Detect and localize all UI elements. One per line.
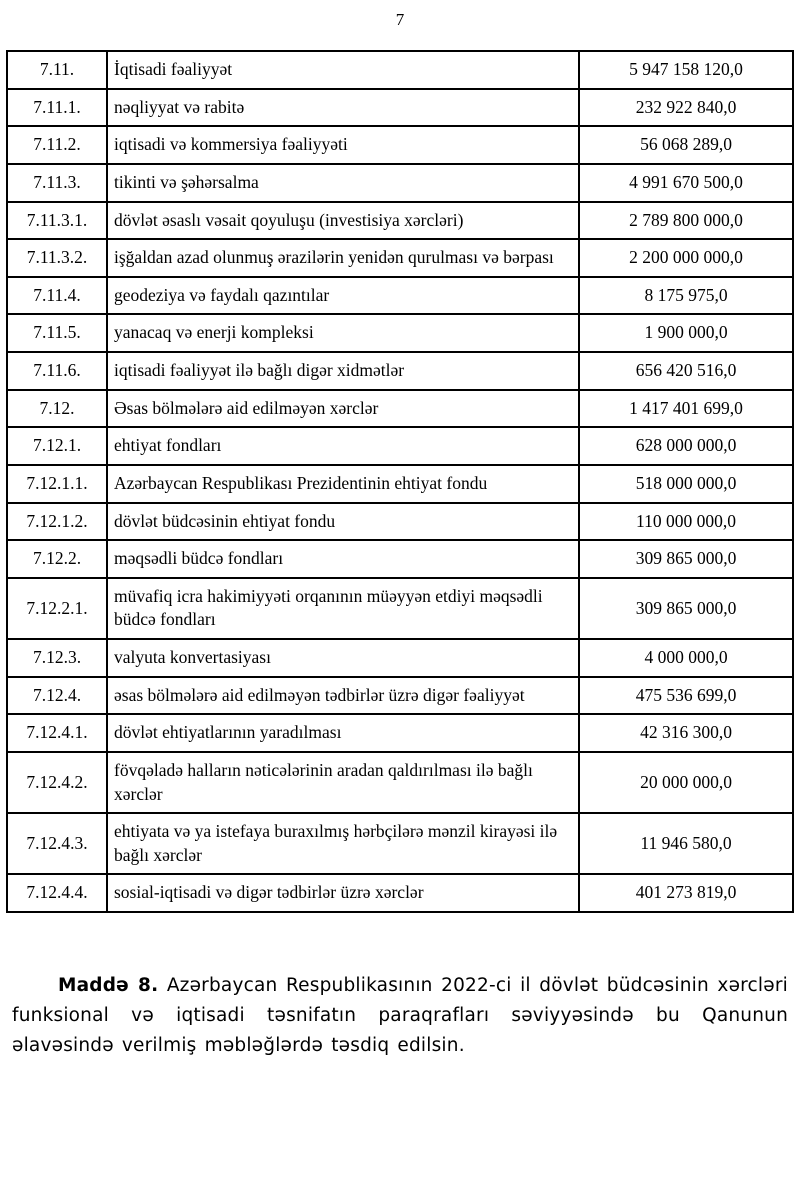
row-code-cell: 7.11.1. [7,89,107,127]
row-description-cell: məqsədli büdcə fondları [107,540,579,578]
row-description-cell: ehtiyat fondları [107,427,579,465]
row-description-cell: dövlət büdcəsinin ehtiyat fondu [107,503,579,541]
table-row [7,89,793,127]
row-code-cell: 7.11.4. [7,277,107,315]
article-paragraph [12,971,788,1061]
table-row [7,202,793,240]
row-description-cell: nəqliyyat və rabitə [107,89,579,127]
table-row [7,813,793,874]
row-amount-cell: 8 175 975,0 [579,277,793,315]
row-amount-cell: 42 316 300,0 [579,714,793,752]
page-number: 7 [395,10,405,29]
row-description-cell: fövqəladə halların nəticələrinin aradan qaldırılması ilə bağlı xərclər [107,752,579,813]
row-code-cell: 7.12.4.1. [7,714,107,752]
row-code-cell: 7.11.3. [7,164,107,202]
row-description-cell: Azərbaycan Respublikası Prezidentinin ehtiyat fondu [107,465,579,503]
table-row [7,314,793,352]
table-row [7,540,793,578]
row-description-cell: Əsas bölmələrə aid edilməyən xərclər [107,390,579,428]
row-description-cell: geodeziya və faydalı qazıntılar [107,277,579,315]
row-description-cell: sosial-iqtisadi və digər tədbirlər üzrə xərclər [107,874,579,912]
row-code-cell: 7.11. [7,51,107,89]
row-code-cell: 7.11.5. [7,314,107,352]
row-description-cell: iqtisadi və kommersiya fəaliyyəti [107,126,579,164]
table-row [7,465,793,503]
row-amount-cell: 56 068 289,0 [579,126,793,164]
row-code-cell: 7.12.1.2. [7,503,107,541]
row-description-cell: əsas bölmələrə aid edilməyən tədbirlər üzrə digər fəaliyyət [107,677,579,715]
row-code-cell: 7.12.2. [7,540,107,578]
row-amount-cell: 110 000 000,0 [579,503,793,541]
table-row [7,126,793,164]
row-description-cell: yanacaq və enerji kompleksi [107,314,579,352]
row-amount-cell: 11 946 580,0 [579,813,793,874]
table-row [7,578,793,639]
row-code-cell: 7.12.4.2. [7,752,107,813]
article-label: Maddə 8. [58,975,159,996]
row-code-cell: 7.12.4. [7,677,107,715]
row-description-cell: İqtisadi fəaliyyət [107,51,579,89]
table-row [7,164,793,202]
row-amount-cell: 232 922 840,0 [579,89,793,127]
row-description-cell: dövlət əsaslı vəsait qoyuluşu (investisiya xərcləri) [107,202,579,240]
row-code-cell: 7.11.6. [7,352,107,390]
row-code-cell: 7.11.2. [7,126,107,164]
row-amount-cell: 518 000 000,0 [579,465,793,503]
row-code-cell: 7.12.4.3. [7,813,107,874]
row-description-cell: müvafiq icra hakimiyyəti orqanının müəyyən etdiyi məqsədli büdcə fondları [107,578,579,639]
row-description-cell: tikinti və şəhərsalma [107,164,579,202]
row-amount-cell: 656 420 516,0 [579,352,793,390]
row-code-cell: 7.12. [7,390,107,428]
row-amount-cell: 2 200 000 000,0 [579,239,793,277]
table-row [7,714,793,752]
row-amount-cell: 628 000 000,0 [579,427,793,465]
row-amount-cell: 20 000 000,0 [579,752,793,813]
table-row [7,427,793,465]
row-description-cell: iqtisadi fəaliyyət ilə bağlı digər xidmətlər [107,352,579,390]
table-row [7,352,793,390]
row-amount-cell: 4 000 000,0 [579,639,793,677]
row-description-cell: valyuta konvertasiyası [107,639,579,677]
row-code-cell: 7.12.4.4. [7,874,107,912]
table-row [7,639,793,677]
table-row [7,503,793,541]
row-description-cell: ehtiyata və ya istefaya buraxılmış hərbçilərə mənzil kirayəsi ilə bağlı xərclər [107,813,579,874]
article-text: Azərbaycan Respublikasının 2022-ci il dövlət büdcəsinin xərcləri funksional və iqtisadi təsnifatın paraqrafları səviyyəsində bu Qanunun əlavəsində verilmiş məbləğlərdə təsdiq edilsin. [12,975,788,1056]
row-amount-cell: 2 789 800 000,0 [579,202,793,240]
row-description-cell: dövlət ehtiyatlarının yaradılması [107,714,579,752]
row-code-cell: 7.11.3.1. [7,202,107,240]
budget-table [6,50,794,913]
table-row [7,752,793,813]
table-row [7,874,793,912]
table-row [7,390,793,428]
table-row [7,277,793,315]
row-code-cell: 7.11.3.2. [7,239,107,277]
row-description-cell: işğaldan azad olunmuş ərazilərin yenidən qurulması və bərpası [107,239,579,277]
budget-table-body [7,51,793,912]
row-amount-cell: 309 865 000,0 [579,578,793,639]
table-row [7,239,793,277]
row-amount-cell: 309 865 000,0 [579,540,793,578]
row-amount-cell: 4 991 670 500,0 [579,164,793,202]
row-code-cell: 7.12.2.1. [7,578,107,639]
row-amount-cell: 1 900 000,0 [579,314,793,352]
row-code-cell: 7.12.3. [7,639,107,677]
row-amount-cell: 5 947 158 120,0 [579,51,793,89]
row-code-cell: 7.12.1.1. [7,465,107,503]
table-row [7,677,793,715]
row-amount-cell: 1 417 401 699,0 [579,390,793,428]
row-code-cell: 7.12.1. [7,427,107,465]
row-amount-cell: 475 536 699,0 [579,677,793,715]
row-amount-cell: 401 273 819,0 [579,874,793,912]
table-row [7,51,793,89]
